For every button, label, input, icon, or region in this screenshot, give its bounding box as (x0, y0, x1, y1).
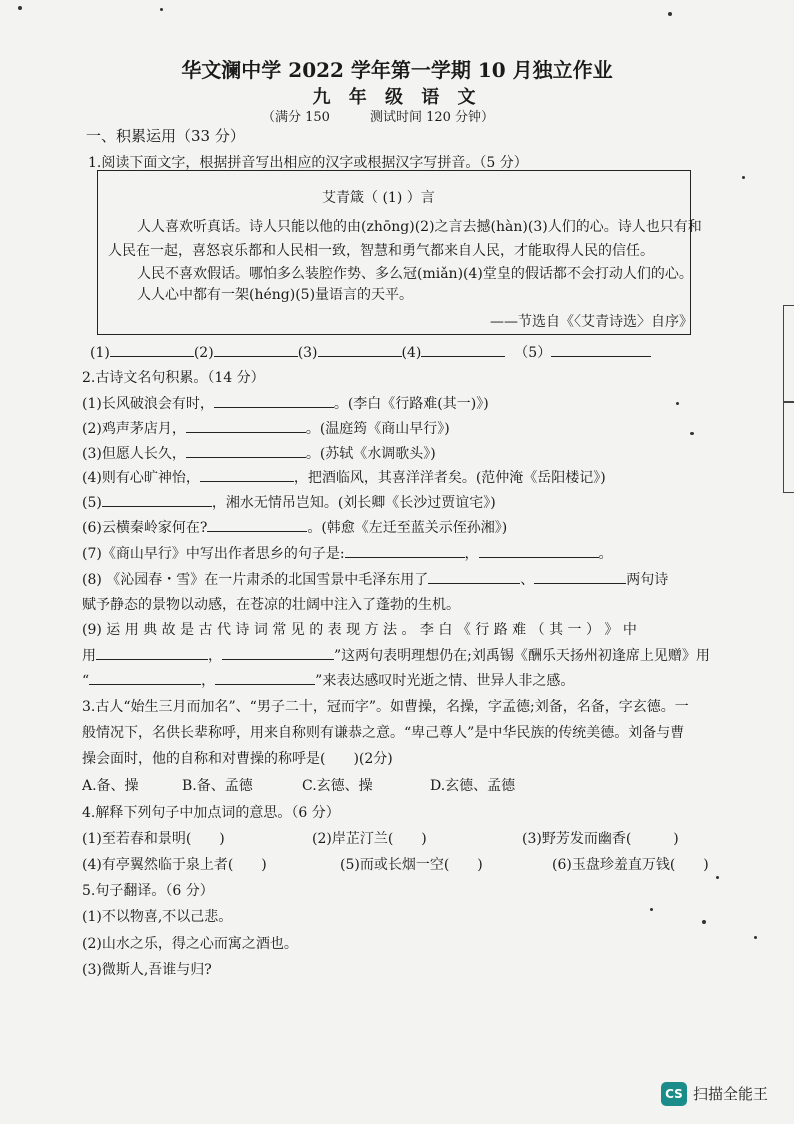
q2-line-5 (82, 492, 496, 512)
full-score: （满分 150 (262, 110, 330, 125)
q5-prompt: 5.句子翻译。（6 分） (82, 883, 214, 899)
q2-text: ”来表达感叹时光逝之情、世异人非之感。 (315, 673, 575, 689)
q2-line-4 (82, 467, 606, 487)
answer-label: (2) (193, 345, 214, 361)
q2-text: 。(李白《行路难(其一)》) (333, 396, 489, 412)
q2-line-2 (82, 418, 450, 438)
q2-prompt: 2.古诗文名句积累。（14 分） (82, 370, 265, 386)
q1-source: ——节选自《〈艾青诗选〉自序》 (490, 314, 693, 330)
q5-item: (1)不以物喜,不以己悲。 (82, 909, 233, 925)
scan-edge-mark (783, 401, 794, 493)
answer-blank[interactable] (479, 543, 599, 558)
q5-item: (3)微斯人,吾谁与归? (82, 962, 212, 978)
q2-text: (2)鸡声茅店月， (82, 421, 186, 437)
q2-text: (3)但愿人长久， (82, 446, 186, 462)
q2-text: 。 (598, 546, 613, 562)
q2-line-8 (82, 569, 668, 589)
q2-line-7 (82, 543, 613, 563)
answer-label: (1) (90, 345, 110, 361)
answer-blank[interactable] (89, 670, 201, 685)
q1-passage-title: 艾青箴（ (1) ）言 (322, 190, 435, 206)
q2-text: 两句诗 (626, 572, 669, 588)
answer-blank[interactable] (428, 569, 520, 584)
answer-blank[interactable] (551, 342, 651, 357)
answer-label: (3) (297, 345, 318, 361)
q2-line-8b: 赋予静态的景物以动感，在苍凉的壮阔中注入了蓬勃的生机。 (82, 597, 460, 613)
q3-option-c[interactable]: C.玄德、操 (302, 778, 373, 794)
answer-blank[interactable] (318, 342, 402, 357)
answer-blank[interactable] (421, 342, 505, 357)
answer-label: (4) (401, 345, 422, 361)
answer-blank[interactable] (186, 418, 306, 433)
section-heading: 一、积累运用（33 分） (86, 127, 245, 145)
q1-paragraph-1: 人人喜欢听真话。诗人只能以他的由(zhōng)(2)之言去撼(hàn)(3)人们的心。诗人也只有和 (137, 219, 702, 235)
q2-text: 。(韩愈《左迁至蓝关示侄孙湘》) (307, 520, 508, 536)
q2-text: (6)云横秦岭家何在? (82, 520, 208, 536)
q2-text: ”这两句表明理想仍在;刘禹锡《酬乐天扬州初逢席上见赠》用 (334, 648, 710, 664)
q3-line-2: 般情况下，名供长辈称呼，用来自称则有谦恭之意。“卑己尊人”是中华民族的传统美德。刘备与曹 (82, 725, 685, 741)
q2-text: ， (201, 673, 216, 689)
q4-item[interactable]: (3)野芳发而幽香( ) (522, 831, 679, 847)
answer-blank[interactable] (102, 492, 212, 507)
q5-item: (2)山水之乐，得之心而寓之酒也。 (82, 936, 298, 952)
q1-answer-row (90, 342, 651, 362)
q3-line-1: 3.古人“始生三月而加名”、“男子二十，冠而字”。如曹操，名操，字孟德;刘备，名备，字玄德。一 (82, 699, 689, 715)
q2-text: ， (464, 546, 479, 562)
q2-text: 。(苏轼《水调歌头》) (305, 446, 436, 462)
camscanner-logo: CS (661, 1082, 687, 1106)
answer-blank[interactable] (200, 467, 294, 482)
answer-blank[interactable] (214, 342, 298, 357)
q4-item[interactable]: (1)至若春和景明( ) (82, 831, 225, 847)
answer-label: （5） (514, 345, 552, 361)
q2-text: 用 (82, 648, 96, 664)
q2-text: 。(温庭筠《商山早行》) (305, 421, 450, 437)
q2-line-3 (82, 443, 436, 463)
q3-line-3: 操会面时，他的自称和对曹操的称呼是( )(2分) (82, 751, 393, 767)
q2-line-9c (82, 670, 574, 690)
q2-text: (4)则有心旷神怡， (82, 470, 200, 486)
q4-item[interactable]: (5)而或长烟一空( ) (340, 857, 483, 873)
q4-item[interactable]: (6)玉盘珍羞直万钱( ) (552, 857, 709, 873)
q2-text: ， (208, 648, 222, 664)
q2-text: (7)《商山早行》中写出作者思乡的句子是: (82, 546, 345, 562)
scan-edge-mark (783, 305, 794, 403)
answer-blank[interactable] (534, 569, 626, 584)
q2-text: 、 (520, 572, 535, 588)
q1-paragraph-1b: 人民在一起，喜怒哀乐都和人民相一致，智慧和勇气都来自人民，才能取得人民的信任。 (108, 243, 654, 259)
answer-blank[interactable] (186, 443, 306, 458)
answer-blank[interactable] (222, 645, 334, 660)
q2-line-1 (82, 393, 489, 413)
q2-text: (1)长风破浪会有时， (82, 396, 214, 412)
answer-blank[interactable] (110, 342, 194, 357)
exam-meta (262, 106, 534, 125)
test-time: 测试时间 120 分钟） (369, 110, 495, 125)
answer-blank[interactable] (207, 517, 307, 532)
q4-prompt: 4.解释下列句子中加点词的意思。（6 分） (82, 805, 340, 821)
q2-line-9: (9) 运 用 典 故 是 古 代 诗 词 常 见 的 表 现 方 法 。 李 白 《 行 路 难 （ 其 一 ） 》 中 (82, 622, 637, 638)
q2-text: (8) 《沁园春・雪》在一片肃杀的北国雪景中毛泽东用了 (82, 572, 429, 588)
answer-blank[interactable] (214, 393, 334, 408)
answer-blank[interactable] (345, 543, 465, 558)
exam-subject: 九 年 级 语 文 (312, 87, 482, 108)
q2-line-9b (82, 645, 710, 665)
q3-option-b[interactable]: B.备、孟德 (182, 778, 253, 794)
answer-blank[interactable] (96, 645, 208, 660)
exam-title: 华文澜中学 2022 学年第一学期 10 月独立作业 (181, 58, 613, 82)
q2-text: (5) (82, 495, 102, 511)
q2-text: ，把酒临风，其喜洋洋者矣。(范仲淹《岳阳楼记》) (293, 470, 606, 486)
q1-prompt: 1.阅读下面文字，根据拼音写出相应的汉字或根据汉字写拼音。（5 分） (88, 155, 528, 171)
q1-paragraph-2: 人民不喜欢假话。哪怕多么装腔作势、多么冠(miǎn)(4)堂皇的假话都不会打动人们的心。 (137, 266, 693, 282)
answer-blank[interactable] (215, 670, 315, 685)
q4-item[interactable]: (2)岸芷汀兰( ) (312, 831, 427, 847)
q4-item[interactable]: (4)有亭翼然临于泉上者( ) (82, 857, 267, 873)
camscanner-text: 扫描全能王 (693, 1085, 769, 1103)
q2-line-6 (82, 517, 507, 537)
q3-option-d[interactable]: D.玄德、孟德 (430, 778, 516, 794)
q3-option-a[interactable]: A.备、操 (82, 778, 139, 794)
q1-paragraph-3: 人人心中都有一架(héng)(5)量语言的天平。 (137, 287, 414, 303)
q2-text: “ (82, 673, 90, 689)
q2-text: ，湘水无情吊岂知。(刘长卿《长沙过贾谊宅》) (211, 495, 496, 511)
